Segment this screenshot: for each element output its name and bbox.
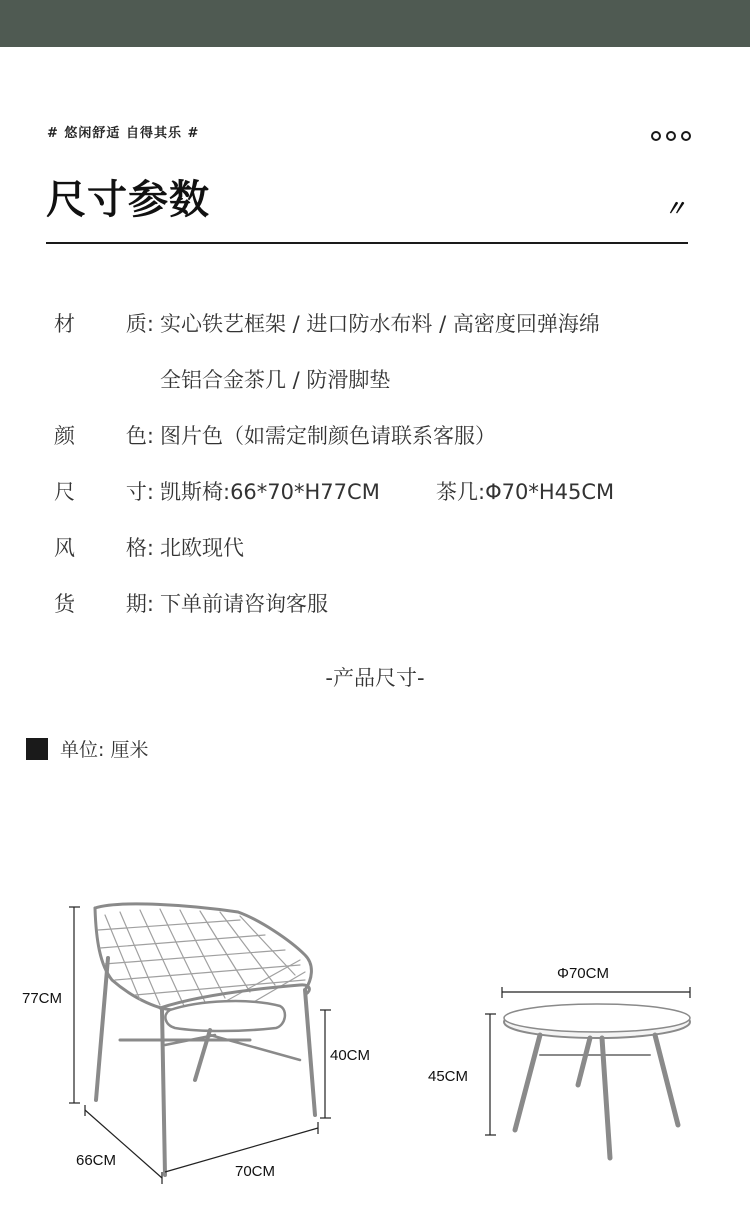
chair-width-label: 70CM	[235, 1163, 276, 1180]
unit-label: 单位: 厘米	[60, 739, 149, 761]
section-subtitle: -产品尺寸-	[325, 666, 425, 690]
table-diameter-label: Φ70CM	[557, 965, 609, 982]
top-color-bar	[0, 0, 750, 47]
spec-label: 材 质:	[54, 312, 154, 336]
unit-label-row	[26, 735, 148, 762]
spec-label: 尺 寸:	[54, 480, 154, 504]
tagline: # 悠闲舒适 自得其乐 #	[47, 126, 200, 141]
more-dots-icon	[651, 131, 691, 141]
page-title: 尺寸参数	[46, 177, 210, 223]
spec-value: 图片色（如需定制颜色请联系客服）	[160, 424, 496, 448]
chair-illustration	[95, 904, 315, 1175]
dimension-diagram	[0, 860, 750, 1200]
chair-seat-height-label: 40CM	[330, 1047, 371, 1064]
table-height-label: 45CM	[428, 1068, 469, 1085]
square-bullet-icon	[26, 738, 48, 760]
spec-value: 凯斯椅:66*70*H77CM	[160, 480, 380, 504]
chair-depth-label: 66CM	[76, 1152, 117, 1169]
spec-value-table: 茶几:Φ70*H45CM	[436, 480, 615, 504]
chair-height-label: 77CM	[22, 990, 63, 1007]
spec-value: 下单前请咨询客服	[160, 592, 328, 616]
spec-label: 颜 色:	[54, 424, 154, 448]
quote-mark-icon: 〃	[664, 197, 687, 222]
table-illustration	[504, 1004, 690, 1158]
spec-value: 实心铁艺框架 / 进口防水布料 / 高密度回弹海绵	[160, 312, 600, 336]
spec-value: 全铝合金茶几 / 防滑脚垫	[160, 368, 391, 392]
spec-label: 货 期:	[54, 592, 154, 616]
spec-label: 风 格:	[54, 536, 154, 560]
title-divider	[46, 242, 688, 244]
spec-value: 北欧现代	[160, 536, 244, 560]
